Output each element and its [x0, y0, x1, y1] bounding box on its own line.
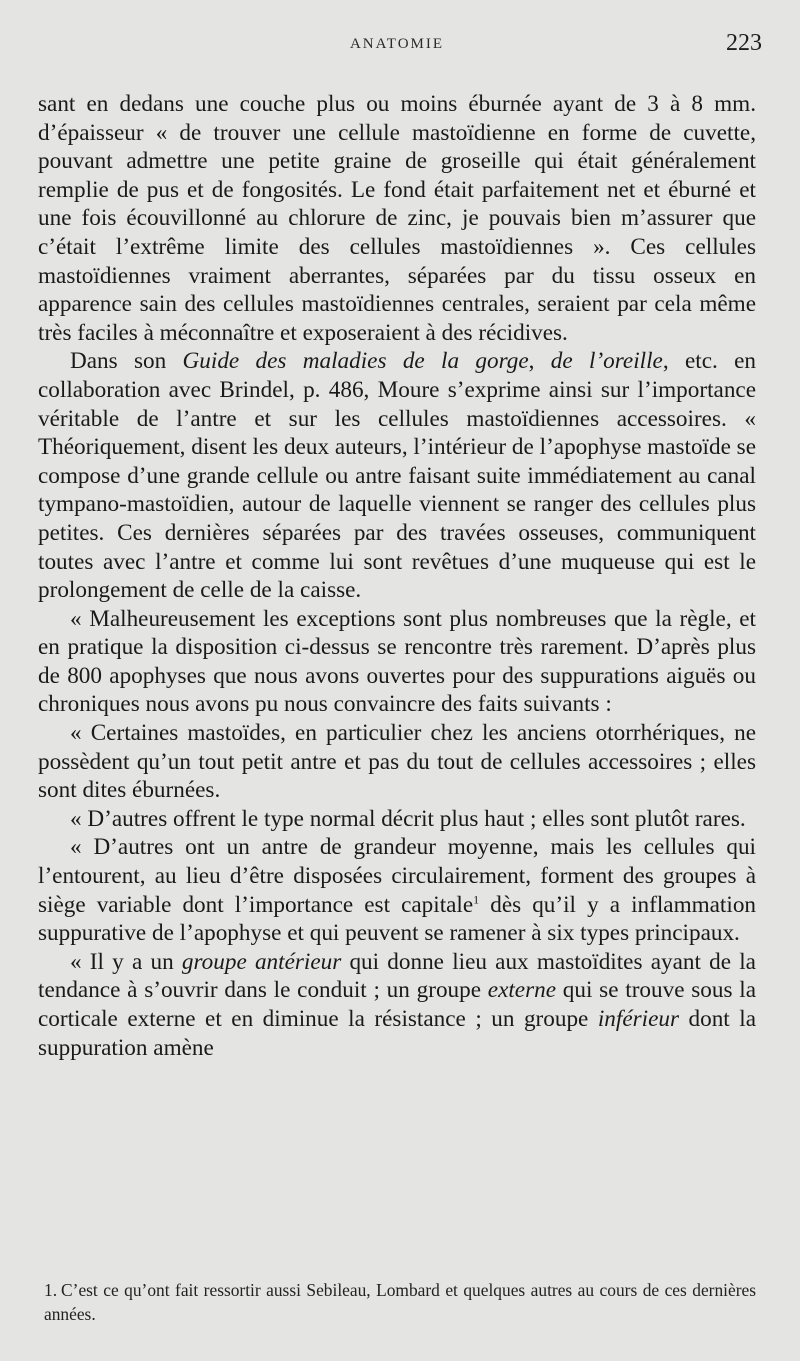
paragraph-2 [38, 347, 756, 604]
book-title: Guide des maladies de la gorge [182, 348, 529, 375]
paragraph-4-text: « Certaines mastoïdes, en particulier chez les anciens otorrhériques, ne possèdent qu’un tout petit antre et pas du tout de cellules accessoires ; elles sont dites éburnées. [38, 720, 756, 804]
paragraph-6 [38, 833, 756, 947]
footnote-text: C’est ce qu’ont fait ressortir aussi Sebileau, Lombard et quelques autres au cours de ces dernières années. [44, 1280, 756, 1324]
paragraph-6-before: « D’autres ont un antre de grandeur moyenne, mais les cellules qui l’entourent, au lieu d’être disposées circulairement, forment des groupes à siège variable dont l’importance est capitale [38, 834, 756, 918]
footnote [44, 1278, 756, 1326]
book-title-part-2: de l’oreille [550, 348, 663, 375]
footnote-reference: 1 [473, 891, 480, 906]
paragraph-1-text: sant en dedans une couche plus ou moins éburnée ayant de 3 à 8 mm. d’épaisseur « de trouver une cellule mastoïdienne en forme de cuvette, pouvant admettre une petite graine de groseille qui était généralement remplie de pus et de fongosités. Le fond était parfaitement net et éburné et une fois écouvillonné au chlorure de zinc, je pouvais bien m’assurer que c’était l’extrême limite des cellules mastoïdiennes ». Ces cellules mastoïdiennes vraiment aberrantes, séparées par du tissu osseux en apparence sain des cellules mastoïdiennes centrales, seraient par cela même très faciles à méconnaître et exposeraient à des récidives. [38, 91, 756, 346]
paragraph-4 [38, 719, 756, 805]
paragraph-5 [38, 805, 756, 834]
paragraph-2-after: , etc. en collaboration avec Brindel, p. 486, Moure s’exprime ainsi sur l’importance véritable de l’antre et sur les cellules mastoïdiennes accessoires. « Théoriquement, disent les deux auteurs, l’intérieur de l’apophyse mastoïde se compose d’une grande cellule ou antre faisant suite immédiatement au canal tympano-mastoïdien, autour de laquelle viennent se ranger des cellules plus petites. Ces dernières séparées par des travées osseuses, communiquent toutes avec l’antre et comme lui sont revêtues d’une muqueuse qui est le prolongement de celle de la caisse. [38, 348, 756, 604]
paragraph-6-after: dès qu’il y a inflammation suppurative de l’apophyse et qui peuvent se ramener à six types principaux. [38, 891, 757, 947]
paragraph-7 [38, 948, 756, 1062]
term-externe: externe [487, 977, 557, 1004]
paragraph-2-mid: , [528, 348, 551, 375]
running-title: ANATOMIE [349, 36, 445, 52]
paragraph-7-a: « Il y a un [70, 948, 182, 975]
running-header [38, 0, 762, 90]
main-text [38, 90, 756, 1062]
term-inferieur: inférieur [597, 1006, 680, 1032]
paragraph-7-c: qui se trouve sous la corticale externe et en diminue la résistance ; un groupe [38, 977, 756, 1032]
paragraph-3-text: « Malheureusement les exceptions sont plus nombreuses que la règle, et en pratique la disposition ci-dessus se rencontre très rarement. D’après plus de 800 apophyses que nous avons ouvertes pour des suppurations aiguës ou chroniques nous avons pu nous convaincre des faits suivants : [38, 605, 756, 718]
paragraph-3 [38, 605, 756, 719]
paragraph-7-b: qui donne lieu aux mastoïdites ayant de la tendance à s’ouvrir dans le conduit ; un groupe [38, 948, 756, 1004]
paragraph-2-before: Dans son [70, 348, 183, 375]
paragraph-7-d: dont la suppuration amène [38, 1006, 756, 1061]
footnote-marker: 1. [44, 1280, 58, 1300]
paragraph-5-text: « D’autres offrent le type normal décrit plus haut ; elles sont plutôt rares. [70, 805, 746, 832]
paragraph-1 [38, 90, 756, 347]
term-groupe-anterieur: groupe antérieur [181, 948, 342, 975]
page-number: 223 [726, 30, 762, 56]
